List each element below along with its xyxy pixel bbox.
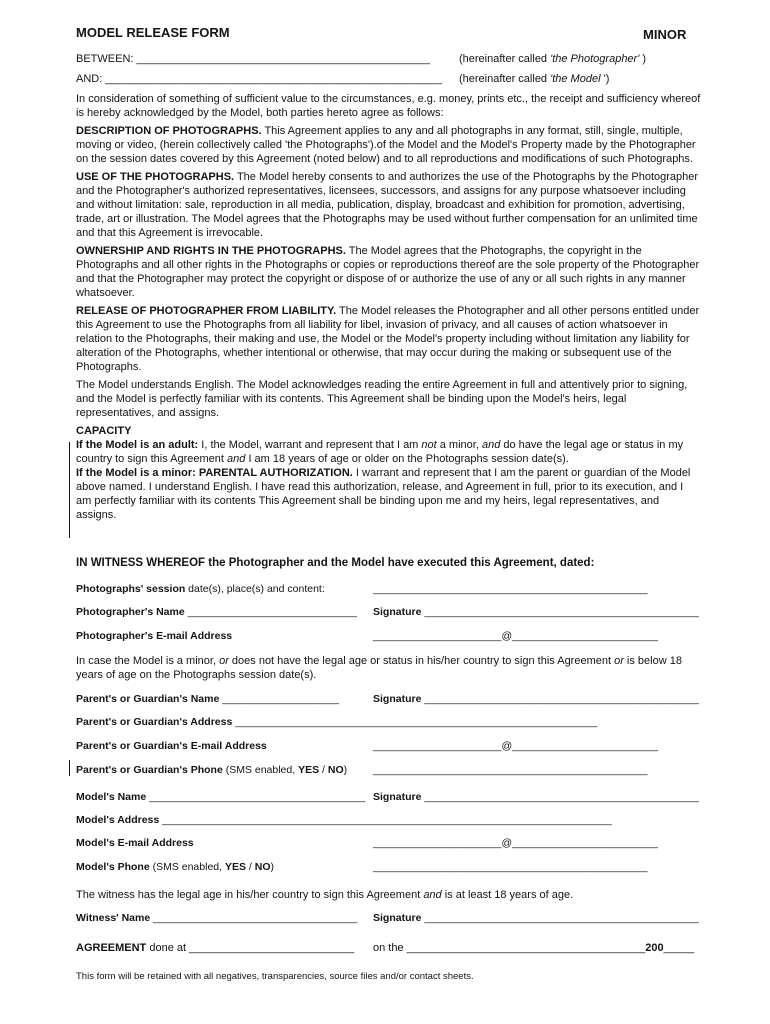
and-note: (hereinafter called 'the Model ') xyxy=(459,73,610,85)
section-ownership xyxy=(76,244,701,300)
witness-note-text: and xyxy=(423,889,442,901)
adult-text: I, the Model, warrant and represent that I am xyxy=(198,439,422,451)
minor-text: I warrant and represent that I am the parent or guardian of the Model above named. I understand English. I have read this authorization, release, and Agreement in full, prior to its execution, and I am perfectly familiar with its contents This Agreement shall be binding upon me and my heirs, legal representatives, and assigns. xyxy=(76,467,691,521)
guardian-address-field[interactable] xyxy=(76,716,597,728)
model-phone-field[interactable]: _______________________________________________ xyxy=(373,861,648,873)
section-release xyxy=(76,304,701,374)
minor-note-text: or xyxy=(614,655,624,667)
adult-text: I am 18 years of age or older on the Photographs session date(s). xyxy=(245,453,569,465)
capacity-adult xyxy=(76,438,701,466)
sms-no: NO xyxy=(327,764,344,776)
year-prefix: 200 xyxy=(645,942,664,954)
guardian-name-label: Parent's or Guardian's Name xyxy=(76,693,220,705)
section-body: The Model agrees that the Photographs, the copyright in the Photographs and all other rights in the Photographs or copies or reproductions thereof are the sole property of the Photographer and that the Photographer may protect the copyright or dispose of or authorize the use of any or all such rights in any manner whatsoever. xyxy=(76,245,700,299)
section-heading: USE OF THE PHOTOGRAPHS. xyxy=(76,171,235,183)
sms-text: ) xyxy=(343,764,348,776)
guardian-phone-label-bold: Parent's or Guardian's Phone xyxy=(76,764,223,776)
adult-text: and xyxy=(481,439,501,451)
photographer-name-line: _____________________________ xyxy=(184,606,357,618)
year-line: _____ xyxy=(663,942,695,954)
agreement-place-field[interactable] xyxy=(76,941,354,955)
section-body: This Agreement applies to any and all photographs in any format, still, single, multiple, moving or video, (herein collectively called 'the Photographs').of the Model and the Model's Property made by the Photographer on the session dates covered by this Agreement (noted below) and to all reproductions and modifications of such Photographs. xyxy=(76,125,696,165)
guardian-phone-label xyxy=(76,764,347,776)
guardian-name-line: ____________________ xyxy=(219,693,340,705)
on-the-line: on the _______________________________________ xyxy=(373,942,646,954)
witness-name-line: ___________________________________ xyxy=(150,912,358,924)
section-body: The Model hereby consents to and authorizes the use of the Photographs by the Photographer and the Photographer's authorized representatives, licensees, successors, and assigns for any purpose whatsoever including and without limitation: sale, reproduction in all media, publication, display, broadcast and exhibition for promotion, advertising, trade, art or illustration. The Model agrees that the Photographs may be used without further compensation for an unlimited time and that this Agreement is irrevocable. xyxy=(76,171,699,239)
model-name-field[interactable] xyxy=(76,791,365,803)
signature-line: _______________________________________________ xyxy=(421,606,699,618)
agreement-done-line: done at ___________________________ xyxy=(146,942,355,954)
guardian-email-label: Parent's or Guardian's E-mail Address xyxy=(76,740,267,752)
and-line: AND: _______________________________________________________ xyxy=(76,73,442,85)
model-name-line: _____________________________________ xyxy=(146,791,366,803)
minor-note-text: does not have the legal age or status in his/her country to sign this Agreement xyxy=(228,655,615,667)
intro-paragraph: In consideration of something of sufficient value to the circumstances, e.g. money, prints etc., the receipt and sufficiency whereof is hereby acknowledged by the Model, both parties hereto agree as follows: xyxy=(76,93,701,119)
minor-note-text: is below 18 years of age on the Photographs session date(s). xyxy=(76,655,682,681)
minor-note-text: or xyxy=(219,655,229,667)
adult-text: do have the legal age or status in my country to sign this Agreement xyxy=(76,439,684,465)
between-note: (hereinafter called 'the Photographer' ) xyxy=(459,53,647,65)
footer-note: This form will be retained with all negatives, transparencies, source files and/or contact sheets. xyxy=(76,971,474,982)
session-label-text: date(s), place(s) and content: xyxy=(185,583,325,595)
witness-name-field[interactable] xyxy=(76,912,358,924)
signature-label: Signature xyxy=(373,693,422,705)
minor-note xyxy=(76,654,701,682)
signature-line: _______________________________________________ xyxy=(421,693,699,705)
agreement-label: AGREEMENT xyxy=(76,942,147,954)
model-name-label: Model's Name xyxy=(76,791,147,803)
model-address-label: Model's Address xyxy=(76,814,160,826)
guardian-email-field[interactable]: ______________________@_________________________ xyxy=(373,740,659,752)
model-phone-label xyxy=(76,861,274,873)
witness-heading: IN WITNESS WHEREOF the Photographer and the Model have executed this Agreement, dated: xyxy=(76,557,595,569)
photographer-email-field[interactable]: ______________________@_________________________ xyxy=(373,630,659,642)
signature-label: Signature xyxy=(373,791,422,803)
photographer-name-field[interactable] xyxy=(76,606,357,618)
sms-text: (SMS enabled, xyxy=(149,861,225,873)
model-address-line: _____________________________________________________________________________ xyxy=(159,814,612,826)
sms-text: ) xyxy=(270,861,274,873)
model-phone-label-bold: Model's Phone xyxy=(76,861,150,873)
guardian-name-field[interactable] xyxy=(76,693,339,705)
capacity-heading: CAPACITY xyxy=(76,425,132,437)
agreement-date-field[interactable] xyxy=(373,941,694,955)
minor-label: If the Model is a minor: PARENTAL AUTHORIZATION. xyxy=(76,467,353,479)
change-bar xyxy=(69,760,70,776)
sms-no: NO xyxy=(254,861,271,873)
photographer-signature-field[interactable] xyxy=(373,606,699,618)
signature-label: Signature xyxy=(373,912,422,924)
model-signature-field[interactable] xyxy=(373,791,699,803)
minor-note-text: In case the Model is a minor, xyxy=(76,655,220,667)
guardian-signature-field[interactable] xyxy=(373,693,699,705)
sms-text: (SMS enabled, xyxy=(222,764,299,776)
section-description xyxy=(76,124,701,166)
adult-text: and xyxy=(227,453,246,465)
model-email-field[interactable]: ______________________@_________________________ xyxy=(373,837,659,849)
adult-label: If the Model is an adult: xyxy=(76,439,199,451)
session-label xyxy=(76,583,325,595)
section-heading: DESCRIPTION OF PHOTOGRAPHS. xyxy=(76,125,262,137)
change-bar xyxy=(69,442,70,538)
capacity-minor xyxy=(76,466,701,522)
english-paragraph: The Model understands English. The Model acknowledges reading the entire Agreement in full and attentively prior to signing, and the Model is perfectly familiar with its contents. This Agreement shall be binding upon the Model's heirs, legal representatives, and assigns. xyxy=(76,379,688,419)
section-heading: RELEASE OF PHOTOGRAPHER FROM LIABILITY. xyxy=(76,305,337,317)
photographer-name-label: Photographer's Name xyxy=(76,606,185,618)
sms-text: / xyxy=(319,764,328,776)
guardian-phone-field[interactable]: _______________________________________________ xyxy=(373,764,648,776)
form-title: MODEL RELEASE FORM xyxy=(76,25,230,40)
session-label-bold: Photographs' session xyxy=(76,583,186,595)
model-address-field[interactable] xyxy=(76,814,612,826)
witness-note-text: is at least 18 years of age. xyxy=(441,889,574,901)
sms-text: / xyxy=(245,861,255,873)
adult-text: a minor, xyxy=(436,439,482,451)
photographer-email-label: Photographer's E-mail Address xyxy=(76,630,233,642)
model-email-label: Model's E-mail Address xyxy=(76,837,194,849)
signature-label: Signature xyxy=(373,606,422,618)
section-use xyxy=(76,170,701,240)
witness-name-label: Witness' Name xyxy=(76,912,151,924)
agreement-body xyxy=(76,92,701,522)
form-type-tag: MINOR xyxy=(643,27,687,42)
section-heading: OWNERSHIP AND RIGHTS IN THE PHOTOGRAPHS. xyxy=(76,245,346,257)
sms-yes: YES xyxy=(224,861,246,873)
adult-text: not xyxy=(421,439,437,451)
section-body: The Model releases the Photographer and all other persons entitled under this Agreement to use the Photographs from all liability for libel, invasion of privacy, and all causes of action whatsoever in relation to the Photographs, their making and use, the Model or the Model's property including without limitation any liability for alteration of the Photographs, whether intentional or otherwise, that may occur during the making or subsequent use of the Photographs. xyxy=(76,305,700,373)
guardian-address-label: Parent's or Guardian's Address xyxy=(76,716,233,728)
guardian-address-line: ______________________________________________________________ xyxy=(232,716,598,728)
witness-note-text: The witness has the legal age in his/her country to sign this Agreement xyxy=(76,889,424,901)
signature-line: _______________________________________________ xyxy=(421,791,699,803)
witness-note xyxy=(76,888,573,902)
sms-yes: YES xyxy=(298,764,320,776)
between-line: BETWEEN: ________________________________________________ xyxy=(76,53,431,65)
witness-signature-field[interactable] xyxy=(373,912,699,924)
signature-line: _______________________________________________ xyxy=(421,912,699,924)
session-field[interactable]: _______________________________________________ xyxy=(373,583,648,595)
